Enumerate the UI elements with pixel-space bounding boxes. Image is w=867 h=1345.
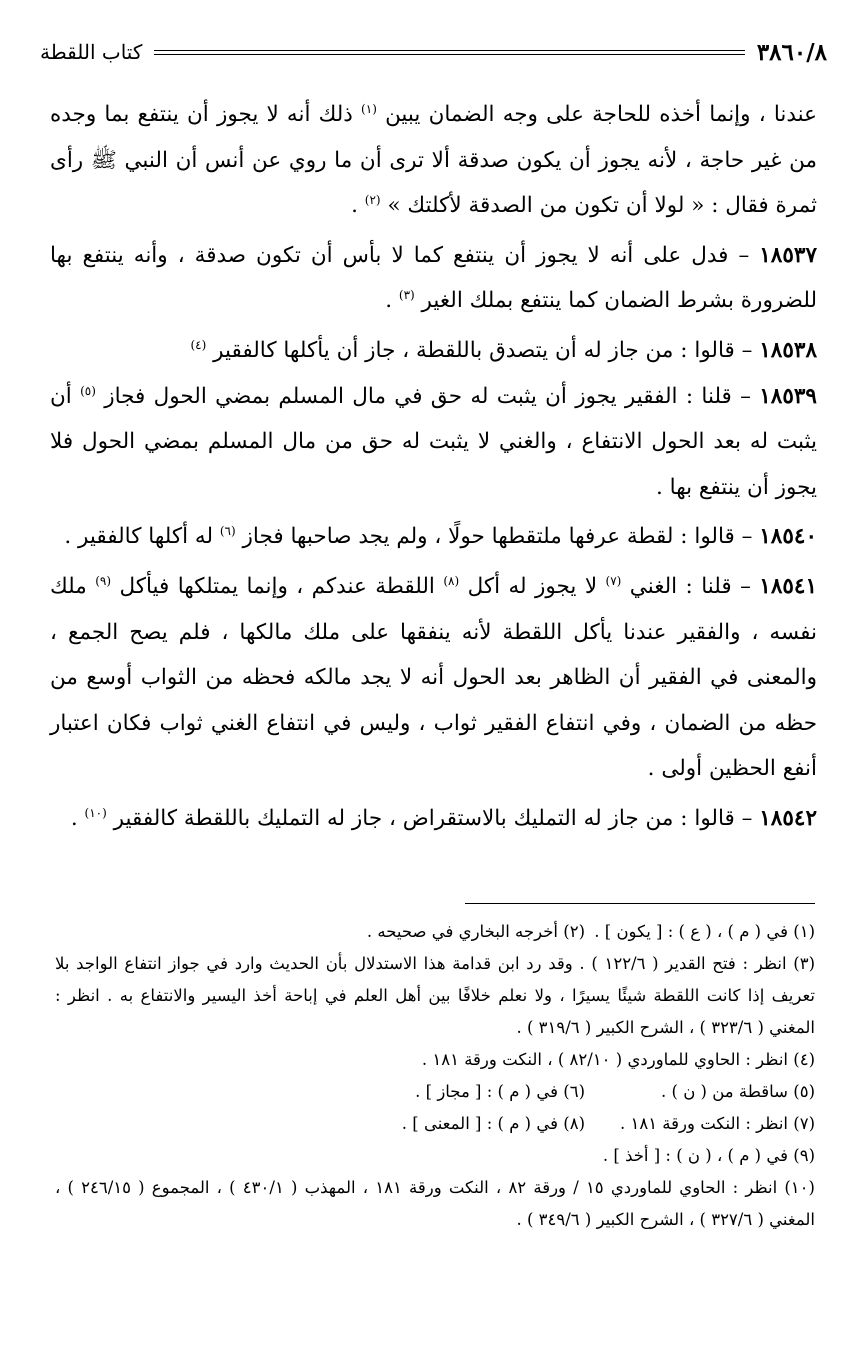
footnote-row [55, 916, 815, 948]
paragraph-text: – قلنا : الغني [629, 573, 751, 599]
footnote-marker: (٤) [190, 337, 207, 352]
footnote-5: (٥) ساقطة من ( ن ) . [661, 1082, 815, 1101]
footnote-row [55, 1108, 815, 1140]
footnote-row [55, 1076, 815, 1108]
paragraph-number: ١٨٥٤١ [759, 573, 818, 599]
paragraph-number: ١٨٥٤٢ [759, 805, 817, 831]
paragraph-text: ملك نفسه ، والفقير عندنا يأكل اللقطة لأنه ينفقها على ملك مالكها ، فلم يصح الجمع ، والمعنى في الفقير أن الظاهر بعد الحول أنه لا يجد مالكه فحظه من الثواب أوسع من حظه من الضمان ، وفي انتفاع الفقير ثواب ، وليس في انتفاع الغني ثواب فكان اعتبار أنفع الحظين أولى . [50, 573, 817, 782]
footnote-3: (٣) انظر : فتح القدير ( ١٢٢/٦ ) . وقد رد ابن قدامة هذا الاستدلال بأن الحديث وارد في جواز انتفاع الواجد بلا تعريف إذا كانت اللقطة شيئًا يسيرًا ، ولا نعلم خلافًا بين أهل العلم في إباحة أخذ اليسير والانتفاع به . انظر : المغني ( ٣٢٣/٦ ) ، الشرح الكبير ( ٣١٩/٦ ) . [55, 954, 815, 1037]
footnote-marker: (٩) [95, 573, 112, 588]
paragraph-text: أن يثبت له بعد الحول الانتفاع ، والغني لا يثبت له حق من مال المسلم بمضي الحول فلا يجوز أن ينتفع بها . [50, 383, 817, 500]
footnote-4: (٤) انظر : الحاوي للماوردي ( ٨٢/١٠ ) ، النكت ورقة ١٨١ . [421, 1050, 815, 1069]
footnote-marker: (٣) [398, 288, 415, 303]
paragraph-text: . [351, 193, 358, 219]
footnote-2: (٢) أخرجه البخاري في صحيحه . [366, 922, 585, 941]
footnote-marker: (١٠) [84, 805, 107, 820]
paragraph-number: ١٨٥٤٠ [759, 524, 817, 550]
footnote-separator [465, 903, 815, 904]
footnote-marker: (٨) [443, 573, 460, 588]
footnote-10: (١٠) انظر : الحاوي للماوردي ١٥ / ورقة ٨٢ ، النكت ورقة ١٨١ ، المهذب ( ٤٣٠/١ ) ، المجموع ( ٢٤٦/١٥ ) ، المغني ( ٣٢٧/٦ ) ، الشرح الكبير ( ٣٤٩/٦ ) . [55, 1178, 815, 1229]
footnotes [55, 916, 815, 1236]
main-text [50, 92, 817, 842]
footnote-1: (١) في ( م ) ، ( ع ) : [ يكون ] . [594, 922, 815, 941]
paragraph-text: ذلك أنه لا يجوز أن ينتفع بما وجده من غير حاجة ، لأنه يجوز أن يكون صدقة ألا ترى أن ما روي عن أنس أن النبي ﷺ رأى ثمرة فقال : « لولا أن تكون من الصدقة لأكلتك » [50, 102, 817, 219]
paragraph-18541 [50, 564, 817, 792]
paragraph-text: – قالوا : من جاز له التمليك بالاستقراض ، جاز له التمليك باللقطة كالفقير [113, 805, 753, 831]
footnote-8: (٨) في ( م ) : [ المعنى ] . [401, 1114, 585, 1133]
paragraph-text: . [385, 288, 393, 314]
paragraph-text: . [70, 805, 78, 831]
book-title: كتاب اللقطة [40, 40, 143, 64]
paragraph-18537 [50, 233, 817, 324]
footnote-marker: (٦) [219, 524, 236, 539]
paragraph-number: ١٨٥٣٨ [759, 337, 817, 363]
footnote-7: (٧) انظر : النكت ورقة ١٨١ . [619, 1114, 815, 1133]
paragraph-number: ١٨٥٣٧ [759, 242, 817, 268]
footnote-6: (٦) في ( م ) : [ مجاز ] . [415, 1082, 585, 1101]
paragraph-text: اللقطة عندكم ، وإنما يمتلكها فيأكل [119, 573, 435, 599]
page-number: ٣٨٦٠/٨ [756, 38, 827, 66]
paragraph-text: – قلنا : الفقير يجوز أن يثبت له حق في مال المسلم بمضي الحول فجاز [104, 383, 751, 409]
header-rule [154, 50, 744, 55]
paragraph-text: – قالوا : لقطة عرفها ملتقطها حولًا ، ولم يجد صاحبها فجاز [242, 524, 753, 550]
footnote-marker: (٥) [80, 383, 96, 398]
footnote-marker: (١) [361, 101, 377, 116]
paragraph-continuation [50, 92, 817, 229]
paragraph-text: لا يجوز له أكل [467, 573, 598, 599]
paragraph-18542 [50, 796, 817, 842]
footnote-marker: (٧) [605, 573, 622, 588]
paragraph-text: له أكلها كالفقير . [64, 524, 214, 550]
paragraph-18540 [50, 514, 817, 560]
paragraph-number: ١٨٥٣٩ [759, 383, 817, 409]
footnote-marker: (٢) [364, 193, 381, 208]
paragraph-18538 [50, 328, 817, 374]
page-header [40, 34, 827, 70]
paragraph-text: عندنا ، وإنما أخذه للحاجة على وجه الضمان يبين [385, 102, 817, 127]
paragraph-18539 [50, 374, 817, 511]
paragraph-text: – فدل على أنه لا يجوز أن ينتفع كما لا بأس أن تكون صدقة ، وأنه ينتفع بها للضرورة بشرط الضمان كما ينتفع بملك الغير [50, 242, 817, 314]
footnote-9: (٩) في ( م ) ، ( ن ) : [ أخذ ] . [602, 1146, 815, 1165]
paragraph-text: – قالوا : من جاز له أن يتصدق باللقطة ، جاز أن يأكلها كالفقير [213, 337, 753, 363]
